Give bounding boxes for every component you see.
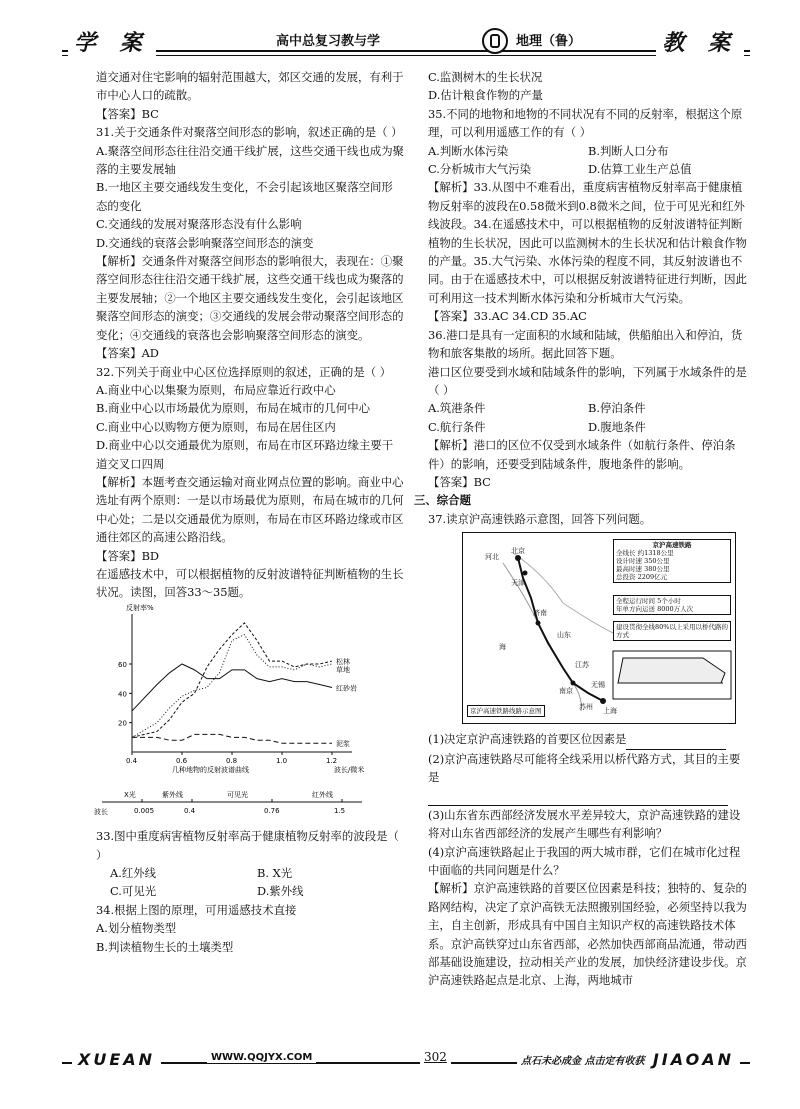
footer-site: WWW.QQJYX.COM <box>207 1052 316 1063</box>
question-34: 34.根据上图的原理，可用遥感技术直接 <box>96 902 297 917</box>
header-right-title: 教 案 <box>656 26 744 57</box>
y-tick-label: 60 <box>118 660 127 669</box>
page-number: 302 <box>420 1050 451 1064</box>
label-tianjin: 天津 <box>511 579 525 588</box>
band-tick-label: 1.5 <box>334 806 346 815</box>
page-header <box>62 30 750 58</box>
option-33b: B. X光 <box>257 866 293 880</box>
page-footer <box>62 1050 750 1074</box>
options-33-row2 <box>82 882 404 900</box>
band-name: X光 <box>124 790 136 799</box>
part-2-text: (2)京沪高速铁路尽可能将全线采用以桥代路方式，其目的主要是 <box>428 751 741 784</box>
option-36d: D.腹地条件 <box>588 419 646 434</box>
options-33-row1 <box>82 864 404 882</box>
info-bridge: 建设贯彻全线80%以上采用以桥代路的方式 <box>616 623 728 640</box>
option-34d: D.估计粮食作物的产量 <box>428 88 543 103</box>
explanation-36: 【解析】港口的区位不仅受到水域条件（如航行条件、停泊条件）的影响，还要受到陆域条件，腹地条件的影响。 <box>428 438 736 471</box>
series-label-2: 草地 <box>336 665 350 674</box>
question-36: 36.港口是具有一定面积的水域和陆域，供船舶出入和停泊，货物和旅客集散的场所。据此回答下题。 <box>428 327 743 361</box>
band-tick-label: 0.76 <box>264 806 280 815</box>
series-line-4 <box>132 734 332 743</box>
question-33: 33.图中重度病害植物反射率高于健康植物反射率的波段是（ ） <box>96 829 399 862</box>
series-line-3 <box>132 664 332 711</box>
footer-right: JIAOAN <box>647 1050 740 1069</box>
band-axis-label: 波长 <box>94 807 108 816</box>
label-wuxi: 无锡 <box>591 681 605 690</box>
label-hebei: 河北 <box>485 553 499 562</box>
band-tick-label: 0.4 <box>184 806 196 815</box>
left-column <box>82 68 404 956</box>
options-35-row2 <box>414 160 748 178</box>
band-name: 红外线 <box>312 790 333 799</box>
explanation-33-35: 【解析】33.从图中不难看出，重度病害植物反射率高于健康植物反射率的波段在0.58微米到0.8微米之间，位于可见光和红外线波段。34.在遥感技术中，可以根据植物的反射波谱特征判断植物的生长状况，因此可以监测树木的生长状况和估计粮食作物的产量。35.大气污染、水体污染的程度不同，其反射波谱也不同。由于在遥感技术中，可以根据反射波谱特征进行判断，因此可利用这一技术判断水体污染和分析城市大气污染。 <box>428 180 747 305</box>
option-35d: D.估算工业生产总值 <box>588 162 692 177</box>
blank-2-line <box>414 786 748 805</box>
info-title: 京沪高速铁路 <box>652 541 692 550</box>
info-length: 全线长 约1318公里 <box>616 549 674 558</box>
option-31d: D.交通线的衰落会影响聚落空间形态的演变 <box>96 235 314 250</box>
footer-left: XUEAN <box>72 1050 161 1069</box>
part-3-text: (3)山东省东西部经济发展水平差异较大，京沪高速铁路的建设将对山东省西部经济的发展产生哪些有利影响？ <box>428 807 741 841</box>
info-max-speed: 最高时速 380公里 <box>616 565 670 574</box>
info-runtime: 全程运行时间 5个小时 <box>616 597 681 606</box>
option-35c: C.分析城市大气污染 <box>428 162 532 177</box>
label-jinan: 济南 <box>533 609 547 618</box>
option-32d: D.商业中心以交通最优为原则，布局在市区环路边缘主要干道交叉口四周 <box>96 438 394 471</box>
answer-36: 【答案】BC <box>428 474 491 489</box>
series-label-3: 红砂岩 <box>336 684 357 693</box>
info-passengers: 年单方向运送 8000万人次 <box>616 605 694 614</box>
option-32c: C.商业中心以购物方便为原则，布局在居住区内 <box>96 419 336 434</box>
series-label-1: 松林 <box>336 657 350 666</box>
map-caption: 京沪高速铁路线路示意图 <box>467 705 545 717</box>
option-33c: C.可见光 <box>110 884 157 899</box>
blank-1 <box>626 730 726 749</box>
option-31a: A.聚落空间形态往往沿交通干线扩展，这些交通干线也成为聚落的主要发展轴 <box>96 143 405 177</box>
band-tick-label: 0.005 <box>134 806 155 815</box>
text-continuation: 道交通对住宅影响的辐射范围越大，郊区交通的发展，有利于市中心人口的疏散。 <box>96 70 404 103</box>
label-shanghai: 上海 <box>603 707 617 716</box>
figure-intro: 在遥感技术中，可以根据植物的反射波谱特征判断植物的生长状况。读图，回答33～35题。 <box>96 566 404 600</box>
railway-line <box>518 558 603 701</box>
answer-31: 【答案】AD <box>96 346 159 361</box>
question-35: 35.不同的地物和地物的不同状况有不同的反射率，根据这个原理，可以利用遥感工作的有（ ） <box>428 106 743 140</box>
option-35b: B.判断人口分布 <box>588 143 669 158</box>
x-tick-label: 0.4 <box>126 756 138 765</box>
question-36-stem: 港口区位要受到水域和陆域条件的影响，下列属于水域条件的是（ ） <box>428 364 747 397</box>
answer-30: 【答案】BC <box>96 106 159 121</box>
railway-map <box>462 532 736 724</box>
question-31: 31.关于交通条件对聚落空间形态的影响，叙述正确的是（ ） <box>96 125 403 140</box>
reflectance-chart <box>82 602 404 827</box>
part-1-text: (1)决定京沪高速铁路的首要区位因素是 <box>428 732 627 747</box>
footer-slogan: 点石未必成金 点击定有收获 <box>517 1052 648 1067</box>
option-31b: B.一地区主要交通线发生变化，不会引起该地区聚落空间形态的变化 <box>96 180 393 213</box>
option-34a: A.划分植物类型 <box>96 921 177 936</box>
part-4-text: (4)京沪高速铁路起止于我国的两大城市群，它们在城市化过程中面临的共同问题是什么？ <box>428 844 741 877</box>
option-36a: A.筑港条件 <box>428 401 486 416</box>
option-33a: A.红外线 <box>110 866 157 880</box>
options-36-row2 <box>414 418 748 436</box>
header-book-title: 高中总复习教与学 <box>272 30 384 49</box>
x-axis-unit: 波长/微米 <box>334 765 365 774</box>
label-beijing: 北京 <box>511 547 525 556</box>
question-32: 32.下列关于商业中心区位选择原则的叙述，正确的是（ ） <box>96 364 392 379</box>
option-31c: C.交通线的发展对聚落形态没有什么影响 <box>96 217 302 232</box>
header-subject: 地理（鲁） <box>512 30 585 49</box>
label-shandong: 山东 <box>557 631 571 640</box>
explanation-37: 【解析】京沪高速铁路的首要区位因素是科技；独特的、复杂的路网结构，决定了京沪高铁无法照搬别国经验，必须坚持以我为主，自主创新，形成具有中国自主知识产权的高速铁路技术体系。京沪高铁穿过山东省西部，必然加快西部商品流通，带动西部基础设施建设，拉动相关产业的发展，加快经济建设步伐。京沪高速铁路起点是北京、上海，两地城市 <box>428 881 747 988</box>
x-tick-label: 0.8 <box>226 756 238 765</box>
reflectance-chart-svg <box>82 602 372 822</box>
info-box-specs <box>613 539 731 583</box>
y-tick-label: 40 <box>118 690 127 699</box>
option-36b: B.停泊条件 <box>588 401 646 416</box>
option-35a: A.判断水体污染 <box>428 143 509 158</box>
info-design-speed: 设计时速 350公里 <box>616 557 670 566</box>
right-column <box>414 68 748 990</box>
header-left-title: 学 案 <box>68 26 156 57</box>
option-34c: C.监测树木的生长状况 <box>428 70 543 84</box>
question-37: 37.读京沪高速铁路示意图，回答下列问题。 <box>428 511 652 526</box>
series-line-2 <box>132 634 332 737</box>
info-box-bridge <box>613 621 731 641</box>
label-nanjing: 南京 <box>559 687 573 696</box>
band-name: 紫外线 <box>162 790 183 799</box>
section-heading: 三、综合题 <box>414 493 471 508</box>
explanation-31: 【解析】交通条件对聚落空间形态的影响很大，表现在：①聚落空间形态往往沿交通干线扩展，这些交通干线也成为聚落的主要发展轴；②一个地区主要交通线发生变化，会引起该地区聚落空间形态的演变；③交通线的发展会带动聚落空间形态的变化；④交通线的衰落也会影响聚落空间形态的演变。 <box>96 254 404 342</box>
band-name: 可见光 <box>227 790 248 799</box>
options-35-row1 <box>414 142 748 160</box>
y-axis-label: 反射率% <box>126 603 154 612</box>
x-tick-label: 1.2 <box>326 756 338 765</box>
y-tick-label: 20 <box>118 719 127 728</box>
option-34b: B.判读植物生长的土壤类型 <box>96 939 234 954</box>
option-33d: D.紫外线 <box>257 884 304 899</box>
x-tick-label: 1.0 <box>276 756 288 765</box>
info-investment: 总投资 2209亿元 <box>616 573 668 582</box>
x-axis-caption: 几种地物的反射波谱曲线 <box>172 765 249 774</box>
options-36-row1 <box>414 399 748 417</box>
info-box-operation <box>613 595 731 615</box>
explanation-32: 【解析】本题考查交通运输对商业网点位置的影响。商业中心选址有两个原则：一是以市场最优为原则，布局在城市的几何中心处；二是以交通最优为原则，布局在市区环路边缘或市区通往郊区的高速公路沿线。 <box>96 474 404 545</box>
x-tick-label: 0.6 <box>176 756 188 765</box>
series-label-4: 泥浆 <box>336 739 350 748</box>
label-suzhou: 苏州 <box>579 703 593 712</box>
option-32a: A.商业中心以集聚为原则，布局应靠近行政中心 <box>96 382 336 397</box>
answer-32: 【答案】BD <box>96 548 160 563</box>
label-jiangsu: 江苏 <box>575 661 589 670</box>
part-1 <box>414 730 748 749</box>
option-36c: C.航行条件 <box>428 419 486 434</box>
label-sea: 海 <box>499 643 506 652</box>
answer-33-35: 【答案】33.AC 34.CD 35.AC <box>428 309 587 324</box>
option-32b: B.商业中心以市场最优为原则，布局在城市的几何中心 <box>96 401 370 416</box>
logo-icon <box>482 28 508 54</box>
